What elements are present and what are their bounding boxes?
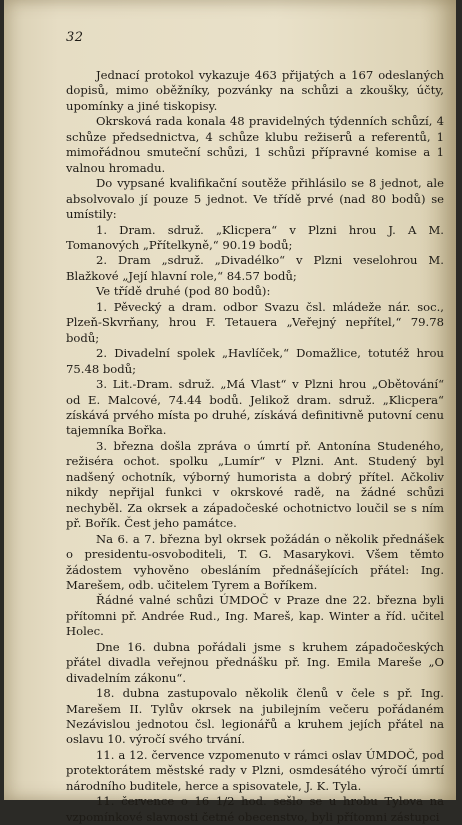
paragraph-obituary: 3. března došla zpráva o úmrtí př. Antonína Studeného, režiséra ochot. spolku „Lumír“ v Plzni. Ant. Studený byl nadšený ochotník, výborný humorista a dobrý přítel. Ačkoliv nikdy nepřijal funkci v okrskové radě, na žádné schůzi nechyběl. Za okrsek a západočeské ochotnictvo loučil se s ním př. Bořík. Čest jeho památce. bbox=[66, 438, 444, 531]
paragraph-jubilee: 18. dubna zastupovalo několik členů v čele s př. Ing. Marešem II. Tylův okrsek na jubilejním večeru pořádaném Nezávislou jednotou čsl. legionářů a kruhem jejích přátel na oslavu 10. výročí svého trvání. bbox=[66, 686, 444, 747]
paragraph-tyl-celebration: 11. a 12. července vzpomenuto v rámci oslav ÚMDOČ, pod protektorátem městské rady v Plzni, osmdesátého výročí úmrtí národního buditele, herce a spisovatele, J. K. Tyla. bbox=[66, 747, 444, 793]
paragraph-competition: Do vypsané kvalifikační soutěže přihlásilo se 8 jednot, ale absolvovalo jí pouze 5 jednot. Ve třídě prvé (nad 80 bodů) se umístily: bbox=[66, 176, 444, 222]
paragraph-general-meeting: Řádné valné schůzi ÚMDOČ v Praze dne 22. března byli přítomni př. Andrée Rud., Ing. Mareš, kap. Winter a říd. učitel Holec. bbox=[66, 593, 444, 639]
paragraph-tyl-grave: 11. července o 16 1/2 hod. sešlo se u hrobu Tylova na vzpomínkové slavnosti četné obecenstvo, byli přítomni zástupci bbox=[66, 794, 444, 824]
page-number: 32 bbox=[66, 30, 84, 45]
book-page bbox=[4, 0, 456, 824]
paragraph-lecture-april: Dne 16. dubna pořádali jsme s kruhem západočeských přátel divadla veřejnou přednášku př. Ing. Emila Mareše „O divadelním zákonu“. bbox=[66, 639, 444, 685]
page-text bbox=[66, 68, 444, 825]
paragraph-council-meetings: Okrsková rada konala 48 pravidelných týdenních schůzí, 4 schůze předsednictva, 4 schůze klubu režiserů a referentů, 1 mimořádnou smuteční schůzi, 1 schůzi přípravné komise a 1 valnou hromadu. bbox=[66, 114, 444, 175]
paragraph-second-class-heading: Ve třídě druhé (pod 80 bodů): bbox=[96, 284, 271, 299]
paragraph-second-class-3: 3. Lit.-Dram. sdruž. „Má Vlast“ v Plzni hrou „Obětování“ od E. Malcové, 74.44 bodů. Jelikož dram. sdruž. „Klicpera“ získává prvého místa po druhé, získává definitivně putovní cenu tajemníka Bořka. bbox=[66, 377, 444, 438]
paragraph-first-class-2: 2. Dram „sdruž. „Divadélko“ v Plzni veselohrou M. Blažkové „Její hlavní role,“ 84.57 bodů; bbox=[66, 253, 444, 283]
paragraph-protocol: Jednací protokol vykazuje 463 přijatých a 167 odeslaných dopisů, mimo oběžníky, pozvánky na schůzi a zkoušky, účty, upomínky a jiné tiskopisy. bbox=[66, 68, 444, 113]
paragraph-first-class-1: 1. Dram. sdruž. „Klicpera“ v Plzni hrou J. A M. Tomanových „Přítelkyně,“ 90.19 bodů; bbox=[66, 222, 444, 252]
paragraph-second-class-2: 2. Divadelní spolek „Havlíček,“ Domažlice, totutéž hrou 75.48 bodů; bbox=[66, 346, 444, 376]
paragraph-second-class-1: 1. Pěvecký a dram. odbor Svazu čsl. mládeže nár. soc., Plzeň-Skvrňany, hrou F. Tetauera „Veřejný nepřítel,“ 79.78 bodů; bbox=[66, 299, 444, 345]
paragraph-lectures: Na 6. a 7. března byl okrsek požádán o několik přednášek o presidentu-osvoboditeli, T. G. Masarykovi. Všem těmto žádostem vyhověno obesláním přednášejících přátel: Ing. Marešem, odb. učitelem Tyrem a Boříkem. bbox=[66, 531, 444, 592]
